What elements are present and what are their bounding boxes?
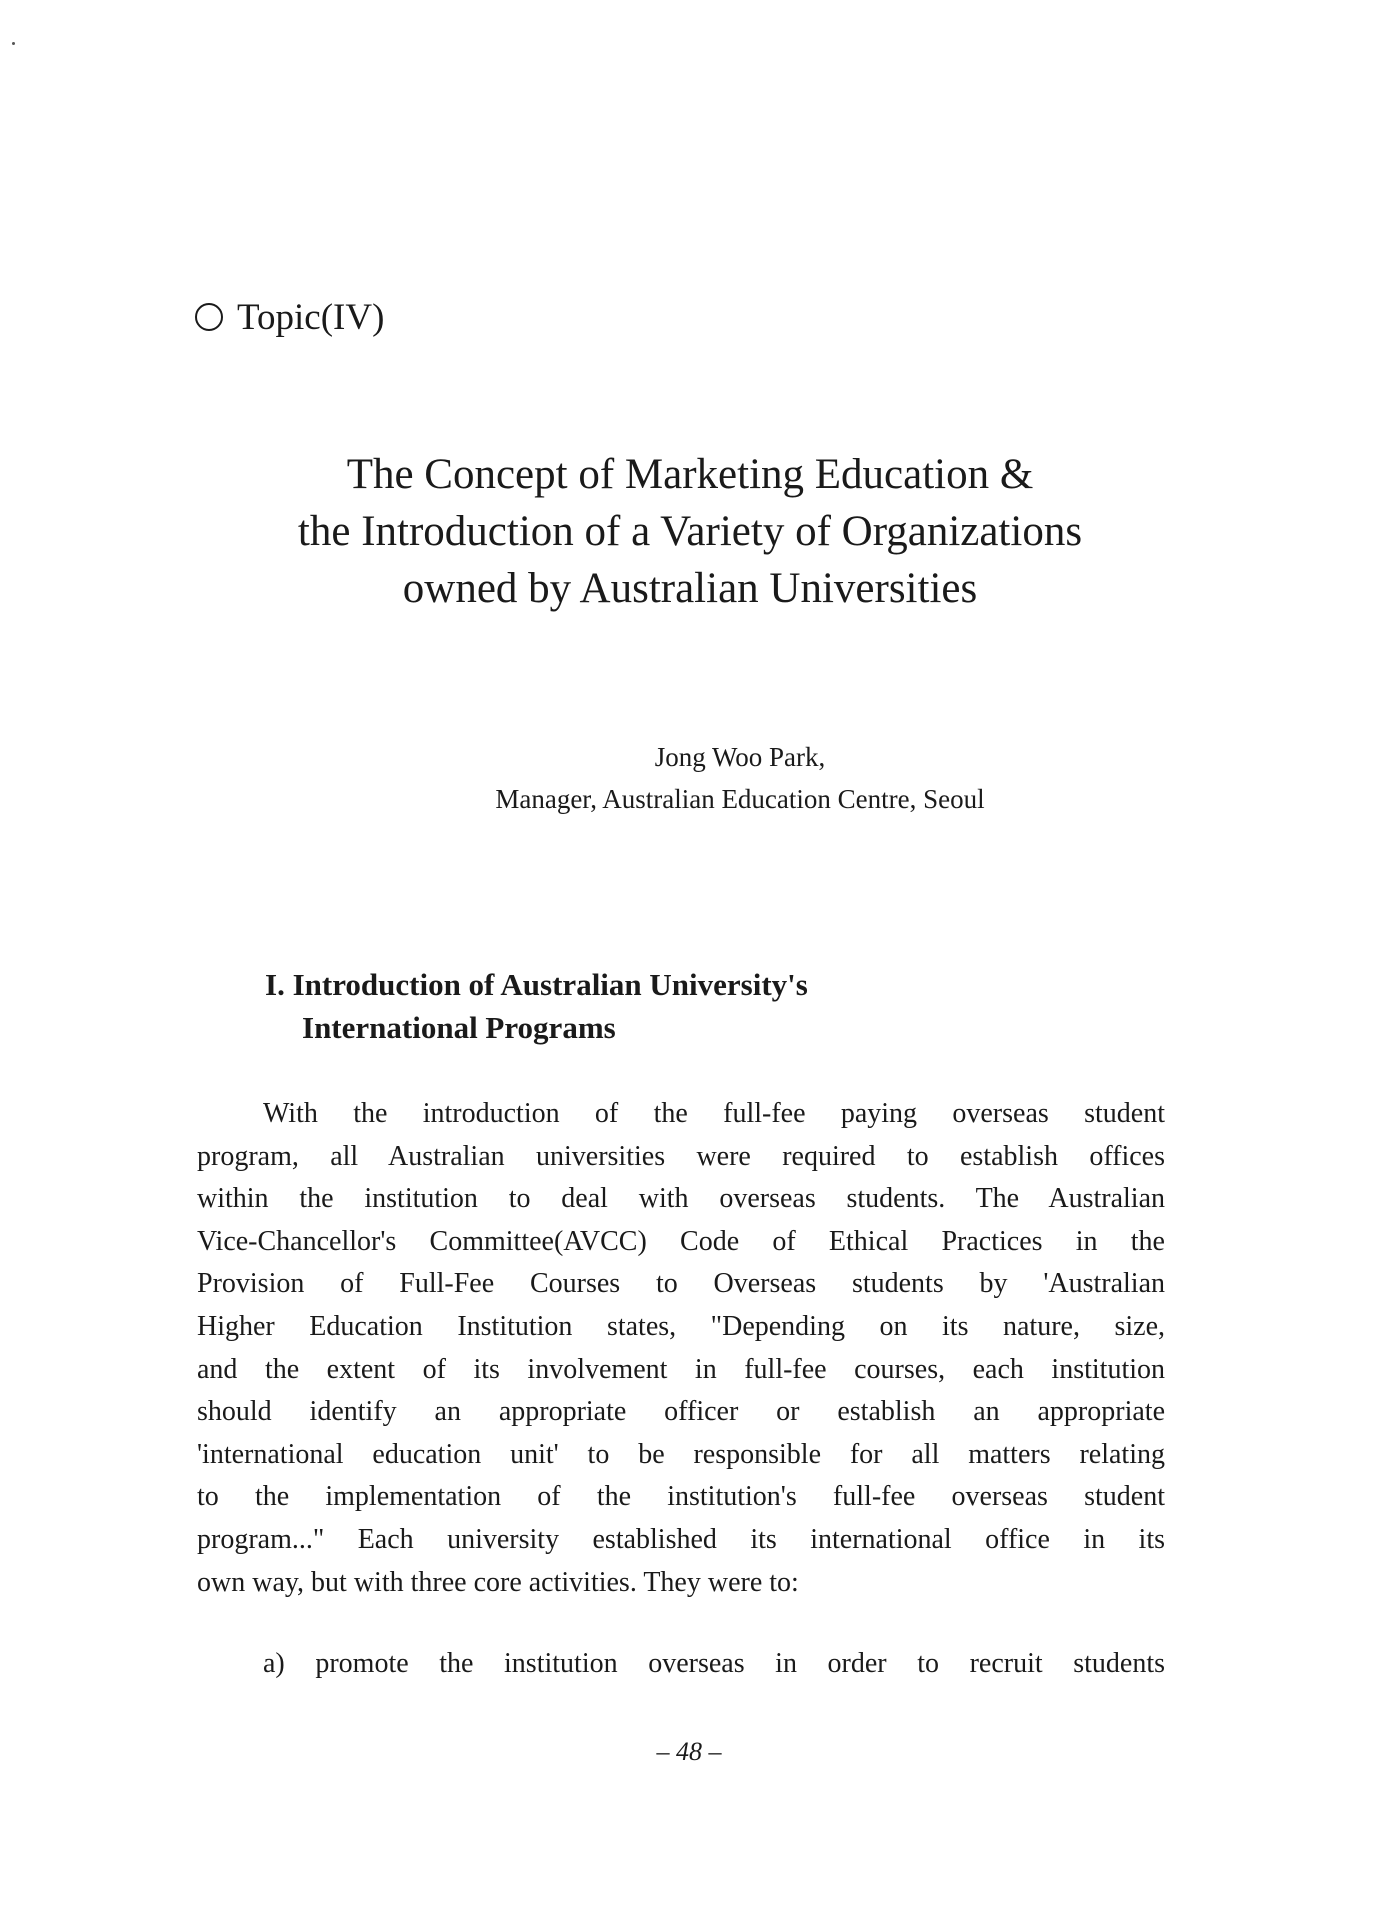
circle-bullet-icon [195,303,223,331]
paragraph-line: should identify an appropriate officer or establish an appropriate [197,1396,1165,1428]
paragraph-line: Vice-Chancellor's Committee(AVCC) Code of Ethical Practices in the [197,1225,1165,1257]
title-line-2: the Introduction of a Variety of Organizations [297,508,1083,555]
scan-speck [12,42,15,45]
page-number: – 48 – [656,1737,722,1766]
paragraph-line: program, all Australian universities were required to establish offices [197,1140,1165,1172]
paragraph-line: 'international education unit' to be responsible for all matters relating [197,1438,1165,1470]
section-heading [265,963,808,1049]
document-title [160,446,1220,617]
author-block [160,736,1320,820]
paragraph-line: Higher Education Institution states, "Depending on its nature, size, [197,1310,1165,1342]
topic-label [195,296,384,340]
paragraph-line: program..." Each university established its international office in its [197,1523,1165,1555]
topic-text: Topic(IV) [237,297,385,338]
paragraph-line: own way, but with three core activities. They were to: [197,1566,799,1598]
title-line-3: owned by Australian Universities [402,565,978,612]
paragraph-line: Provision of Full-Fee Courses to Overseas students by 'Australian [197,1268,1165,1300]
section-heading-line-2: International Programs [302,1010,616,1045]
paragraph-line: With the introduction of the full-fee paying overseas student [263,1098,1165,1129]
list-item-a: a) promote the institution overseas in order to recruit students [263,1648,1165,1679]
author-name: Jong Woo Park, [654,742,826,772]
paragraph-line: within the institution to deal with overseas students. The Australian [197,1183,1165,1215]
paragraph-line: and the extent of its involvement in full-fee courses, each institution [197,1353,1165,1385]
body-paragraph [197,1093,1165,1604]
author-affiliation: Manager, Australian Education Centre, Seoul [495,784,985,814]
section-heading-line-1: I. Introduction of Australian University's [265,967,808,1002]
paragraph-line: to the implementation of the institution's full-fee overseas student [197,1481,1165,1513]
title-line-1: The Concept of Marketing Education & [346,451,1034,498]
